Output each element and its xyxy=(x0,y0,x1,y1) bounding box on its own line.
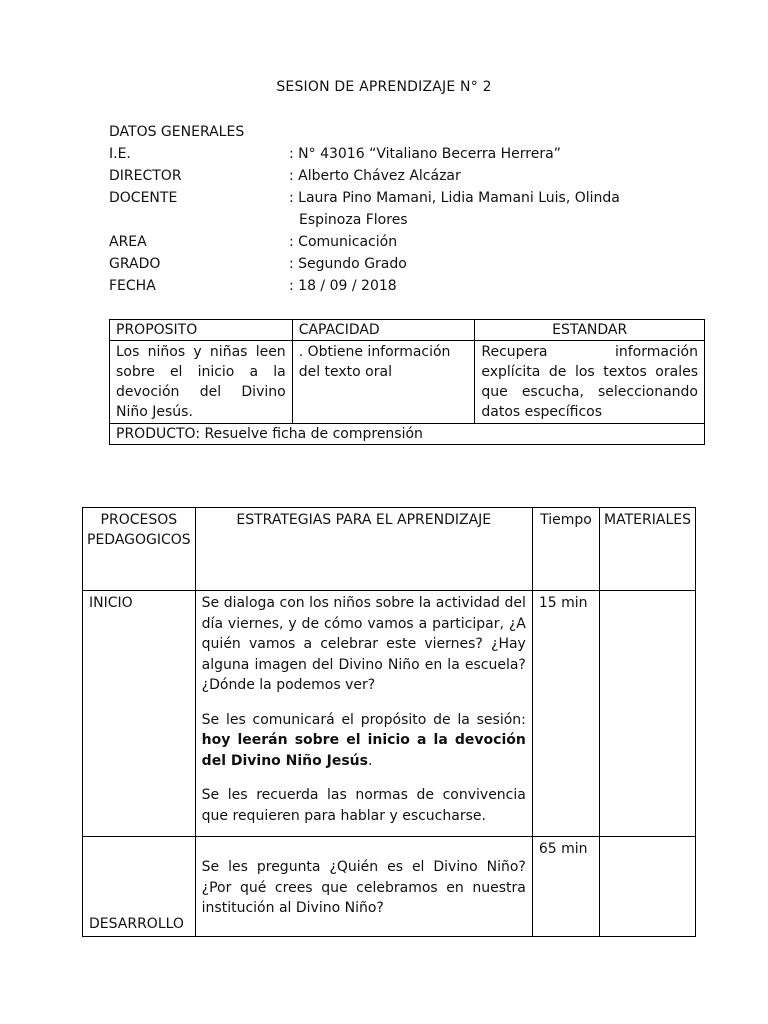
inicio-materials xyxy=(600,591,696,837)
general-label: GRADO xyxy=(109,256,161,272)
header-proposito: PROPOSITO xyxy=(110,320,293,341)
general-value xyxy=(289,187,669,231)
header-materiales-label: MATERIALES xyxy=(604,512,691,528)
header-tiempo-label: Tiempo xyxy=(540,512,592,528)
general-row-ie xyxy=(109,143,669,165)
general-value: : Alberto Chávez Alcázar xyxy=(289,168,461,184)
general-label: DOCENTE xyxy=(109,190,178,206)
general-data-heading: DATOS GENERALES xyxy=(109,124,245,140)
desarrollo-row xyxy=(83,837,696,937)
general-value: : Comunicación xyxy=(289,234,398,250)
proposito-cell: Los niños y niñas leen sobre el inicio a la devoción del Divino Niño Jesús. xyxy=(110,341,293,424)
general-value: : N° 43016 “Vitaliano Becerra Herrera” xyxy=(289,146,561,162)
general-row-fecha xyxy=(109,275,669,297)
general-row-docente xyxy=(109,187,669,231)
header-procesos-label: PROCESOS PEDAGOGICOS xyxy=(87,512,191,548)
general-row-grado xyxy=(109,253,669,275)
purpose-intro: Se les comunicará el propósito de la sesión: xyxy=(201,711,526,728)
header-capacidad: CAPACIDAD xyxy=(292,320,475,341)
inicio-row xyxy=(83,591,696,837)
general-row-director xyxy=(109,165,669,187)
docente-line-2: Espinoza Flores xyxy=(299,212,408,228)
general-value: : Segundo Grado xyxy=(289,256,407,272)
general-row-area xyxy=(109,231,669,253)
purpose-table-header xyxy=(110,320,705,341)
general-label: DIRECTOR xyxy=(109,168,182,184)
desarrollo-materials xyxy=(600,837,696,937)
purpose-end: . xyxy=(367,752,373,769)
inicio-paragraph: Se dialoga con los niños sobre la actividad del día viernes, y de cómo vamos a participar, ¿A quién vamos a celebrar este viernes? ¿Hay alguna imagen del Divino Niño en la escuela? ¿Dónde la podemos ver? xyxy=(201,595,526,693)
general-data xyxy=(109,121,669,297)
desarrollo-label-cell xyxy=(83,837,196,937)
inicio-purpose-paragraph xyxy=(202,710,526,772)
general-label: FECHA xyxy=(109,278,156,294)
strategies-table-header xyxy=(83,508,696,591)
general-value: : 18 / 09 / 2018 xyxy=(289,278,397,294)
header-tiempo xyxy=(532,508,599,591)
page-title: SESION DE APRENDIZAJE N° 2 xyxy=(276,79,492,95)
inicio-label: INICIO xyxy=(83,591,196,837)
header-materiales xyxy=(600,508,696,591)
header-estandar: ESTANDAR xyxy=(475,320,705,341)
producto-cell: PRODUCTO: Resuelve ficha de comprensión xyxy=(110,424,705,445)
strategies-table xyxy=(82,507,696,937)
desarrollo-time: 65 min xyxy=(532,837,599,937)
desarrollo-paragraph: Se les pregunta ¿Quién es el Divino Niño? ¿Por qué crees que celebramos en nuestra institución al Divino Niño? xyxy=(201,859,526,916)
header-estrategias: ESTRATEGIAS PARA EL APRENDIZAJE xyxy=(195,508,532,591)
general-label: AREA xyxy=(109,234,147,250)
inicio-strategies xyxy=(195,591,532,837)
estandar-cell: Recupera información explícita de los textos orales que escucha, seleccionando datos específicos xyxy=(475,341,705,424)
docente-line-1: : Laura Pino Mamani, Lidia Mamani Luis, Olinda xyxy=(289,190,620,206)
purpose-table xyxy=(109,319,705,445)
purpose-table-row xyxy=(110,341,705,424)
desarrollo-label: DESARROLLO xyxy=(89,915,184,932)
inicio-time: 15 min xyxy=(532,591,599,837)
header-procesos xyxy=(83,508,196,591)
inicio-norms-paragraph: Se les recuerda las normas de convivencia que requieren para hablar y escucharse. xyxy=(201,787,526,824)
purpose-bold: hoy leerán sobre el inicio a la devoción del Divino Niño Jesús xyxy=(201,732,526,769)
general-label: I.E. xyxy=(109,146,131,162)
capacidad-cell: . Obtiene información del texto oral xyxy=(292,341,475,424)
desarrollo-strategies xyxy=(195,837,532,937)
producto-row xyxy=(110,424,705,445)
